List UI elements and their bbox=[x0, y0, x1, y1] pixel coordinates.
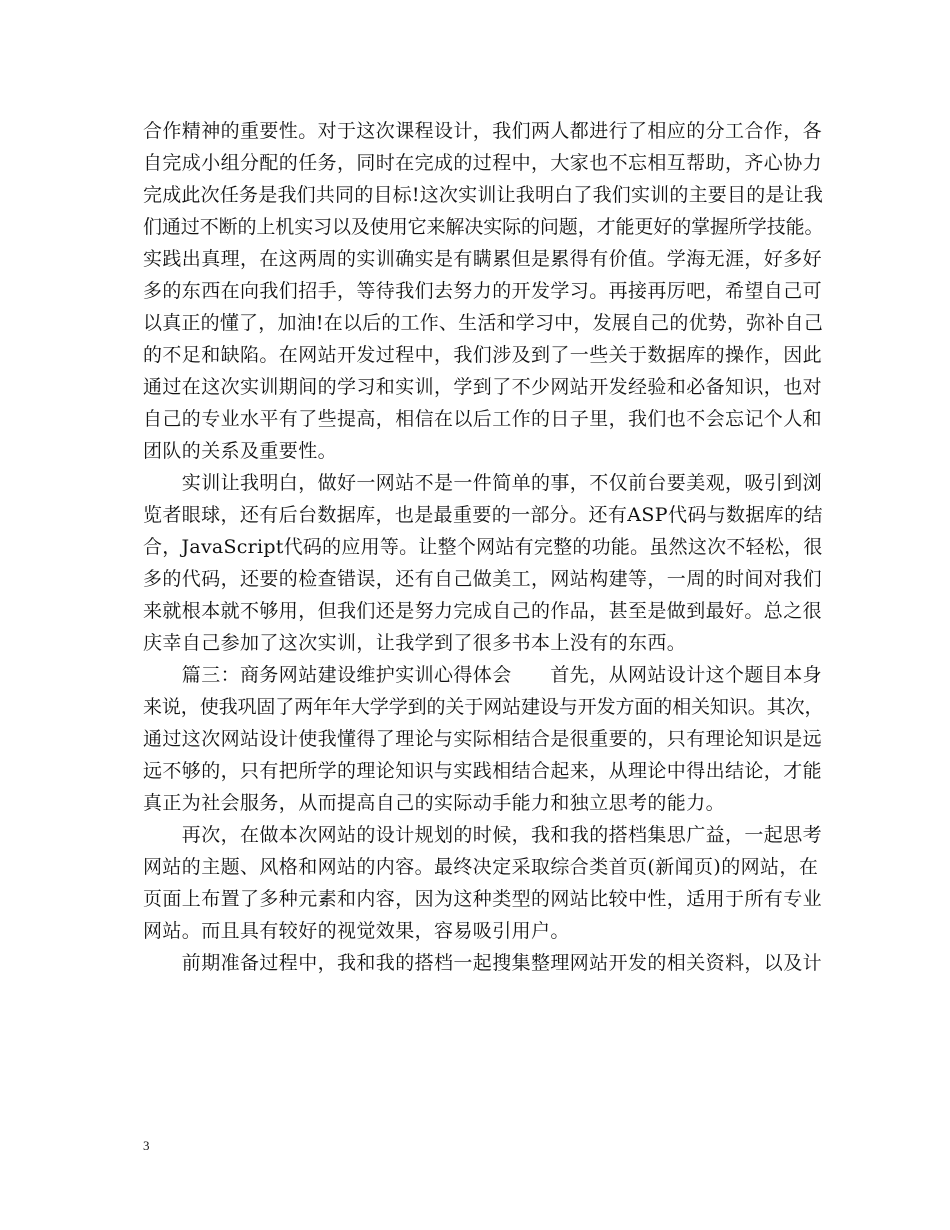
text-line: 自己的专业水平有了些提高，相信在以后工作的日子里，我们也不会忘记个人和 bbox=[143, 408, 823, 430]
text-line: 团队的关系及重要性。 bbox=[143, 440, 338, 462]
text-line: 多的代码，还要的检查错误，还有自己做美工，网站构建等，一周的时间对我们 bbox=[143, 568, 823, 590]
page-number: 3 bbox=[143, 1138, 150, 1153]
text-line: 的不足和缺陷。在网站开发过程中，我们涉及到了一些关于数据库的操作，因此 bbox=[143, 344, 823, 366]
text-line: 篇三：商务网站建设维护实训心得体会 首先，从网站设计这个题目本身 bbox=[143, 664, 823, 686]
text-line: 多的东西在向我们招手，等待我们去努力的开发学习。再接再厉吧，希望自己可 bbox=[143, 280, 823, 302]
text-line: 网站。而且具有较好的视觉效果，容易吸引用户。 bbox=[143, 920, 570, 942]
text-line: 页面上布置了多种元素和内容，因为这种类型的网站比较中性，适用于所有专业 bbox=[143, 888, 823, 910]
text-line: 庆幸自己参加了这次实训，让我学到了很多书本上没有的东西。 bbox=[143, 632, 687, 654]
text-line: 合，JavaScript代码的应用等。让整个网站有完整的功能。虽然这次不轻松，很 bbox=[143, 536, 823, 558]
text-line: 合作精神的重要性。对于这次课程设计，我们两人都进行了相应的分工合作，各 bbox=[143, 120, 823, 142]
text-line: 以真正的懂了，加油!在以后的工作、生活和学习中，发展自己的优势，弥补自己 bbox=[143, 312, 824, 334]
text-line: 网站的主题、风格和网站的内容。最终决定采取综合类首页(新闻页)的网站，在 bbox=[143, 856, 819, 878]
text-line: 来就根本就不够用，但我们还是努力完成自己的作品，甚至是做到最好。总之很 bbox=[143, 600, 823, 622]
text-line: 前期准备过程中，我和我的搭档一起搜集整理网站开发的相关资料，以及计 bbox=[143, 952, 823, 974]
text-line: 们通过不断的上机实习以及使用它来解决实际的问题，才能更好的掌握所学技能。 bbox=[143, 216, 824, 238]
text-line: 完成此次任务是我们共同的目标!这次实训让我明白了我们实训的主要目的是让我 bbox=[143, 184, 824, 206]
text-line: 来说，使我巩固了两年年大学学到的关于网站建设与开发方面的相关知识。其次， bbox=[143, 696, 824, 718]
text-line: 实践出真理，在这两周的实训确实是有瞒累但是累得有价值。学海无涯，好多好 bbox=[143, 248, 823, 270]
text-line: 自完成小组分配的任务，同时在完成的过程中，大家也不忘相互帮助，齐心协力 bbox=[143, 152, 823, 174]
body-text bbox=[143, 115, 823, 979]
text-line: 再次，在做本次网站的设计规划的时候，我和我的搭档集思广益，一起思考 bbox=[143, 824, 823, 846]
text-line: 通过这次网站设计使我懂得了理论与实际相结合是很重要的，只有理论知识是远 bbox=[143, 728, 823, 750]
text-line: 远不够的，只有把所学的理论知识与实践相结合起来，从理论中得出结论，才能 bbox=[143, 760, 823, 782]
text-line: 真正为社会服务，从而提高自己的实际动手能力和独立思考的能力。 bbox=[143, 792, 726, 814]
text-line: 通过在这次实训期间的学习和实训，学到了不少网站开发经验和必备知识，也对 bbox=[143, 376, 823, 398]
text-line: 览者眼球，还有后台数据库，也是最重要的一部分。还有ASP代码与数据库的结 bbox=[143, 504, 823, 526]
text-line: 实训让我明白，做好一网站不是一件简单的事，不仅前台要美观，吸引到浏 bbox=[143, 472, 823, 494]
